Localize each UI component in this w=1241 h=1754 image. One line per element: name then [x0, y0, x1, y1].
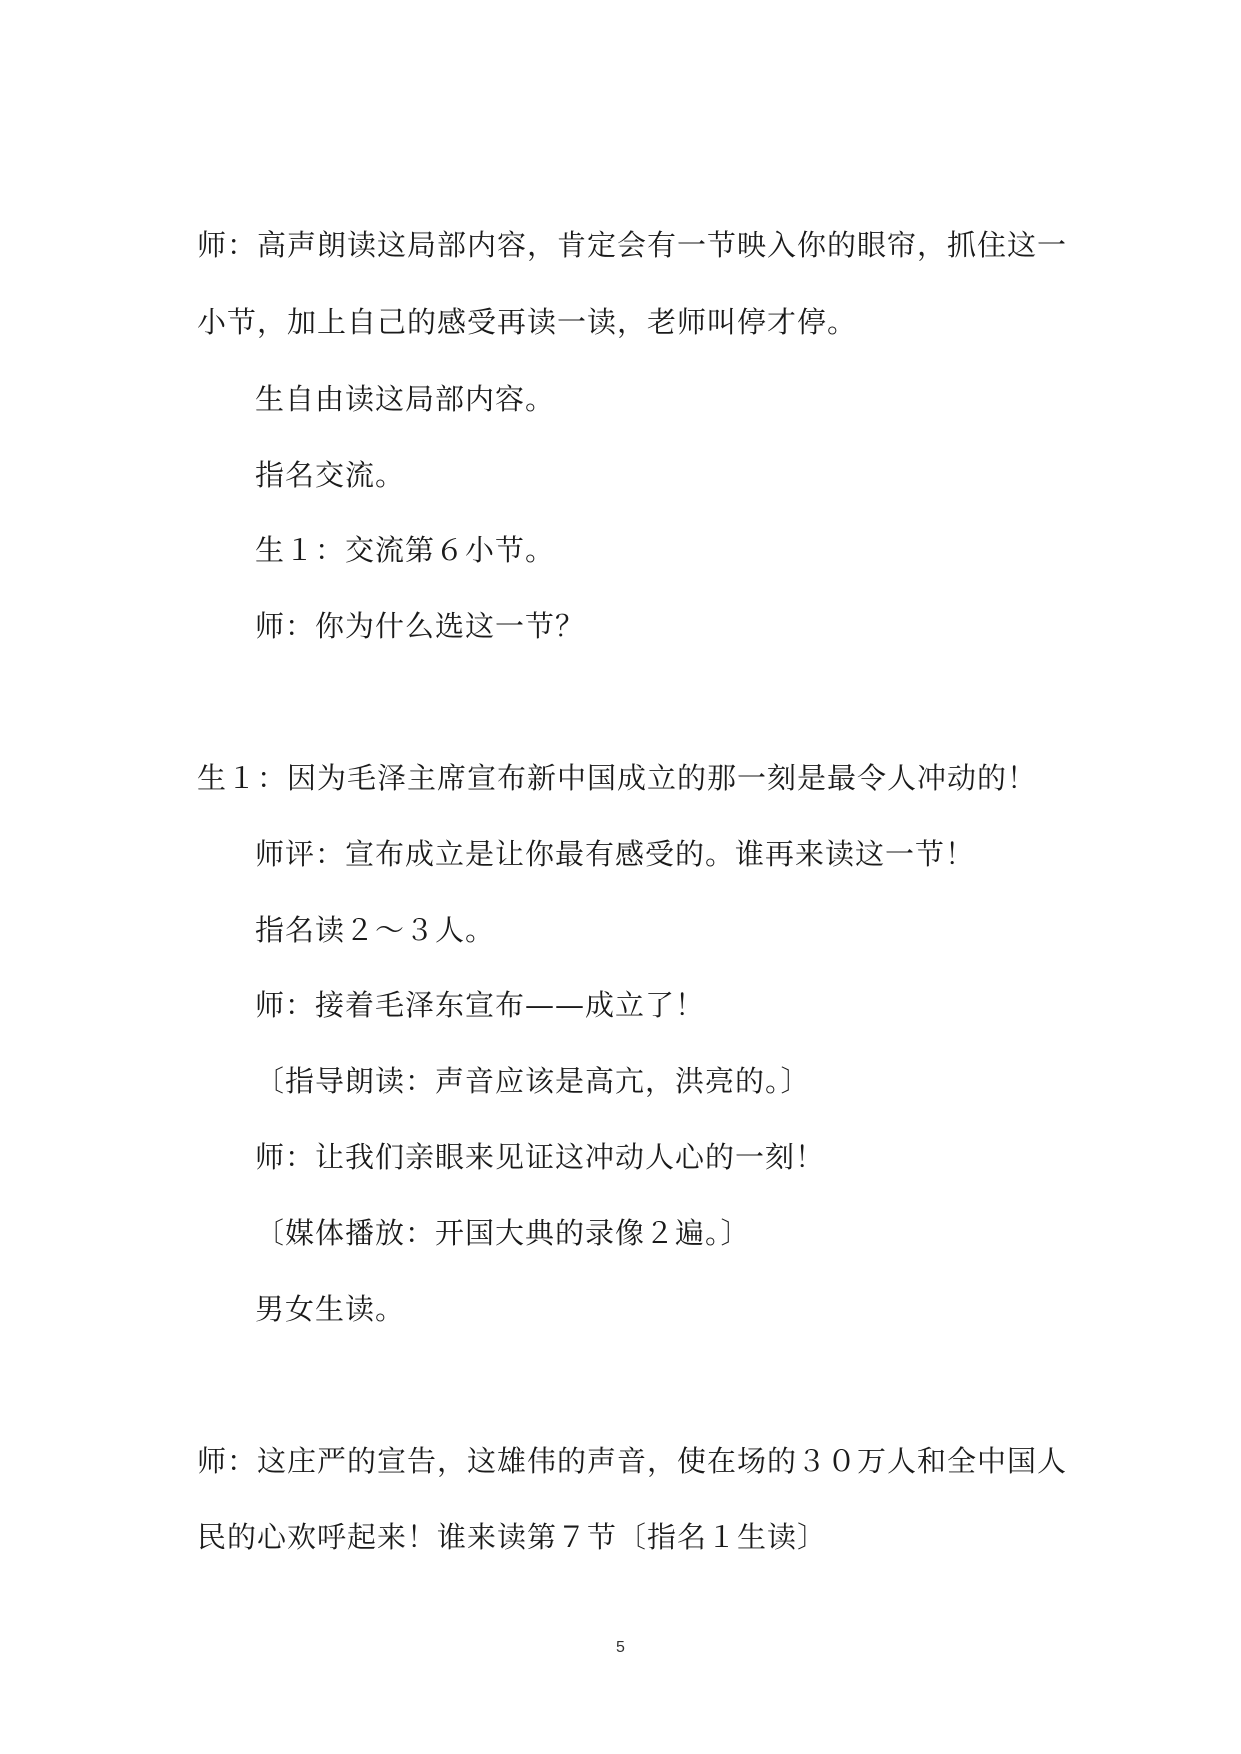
paragraph-line: 指名读２～３人。 [255, 913, 496, 947]
paragraph-line: 师：让我们亲眼来见证这冲动人心的一刻！ [255, 1140, 826, 1174]
paragraph-line: 民的心欢呼起来！谁来读第７节〔指名１生读〕 [197, 1520, 828, 1554]
paragraph-line: 生１：交流第６小节。 [255, 533, 556, 567]
paragraph-line: 师：你为什么选这一节？ [255, 609, 586, 643]
paragraph-line: 师：这庄严的宣告，这雄伟的声音，使在场的３０万人和全中国人 [197, 1444, 1068, 1478]
paragraph-line: 男女生读。 [255, 1292, 406, 1326]
paragraph-line: 生自由读这局部内容。 [255, 382, 556, 416]
paragraph-line: 指名交流。 [255, 458, 406, 492]
paragraph-line: 小节，加上自己的感受再读一读，老师叫停才停。 [197, 305, 858, 339]
paragraph-line: 〔媒体播放：开国大典的录像２遍。〕 [255, 1216, 751, 1250]
paragraph-line: 师：接着毛泽东宣布——成立了！ [255, 988, 706, 1022]
paragraph-line: 〔指导朗读：声音应该是高亢，洪亮的。〕 [255, 1064, 811, 1098]
paragraph-line: 师：高声朗读这局部内容，肯定会有一节映入你的眼帘，抓住这一 [197, 228, 1068, 262]
page-number: 5 [616, 1639, 625, 1656]
paragraph-line: 生１：因为毛泽主席宣布新中国成立的那一刻是最令人冲动的！ [197, 761, 1038, 795]
paragraph-line: 师评：宣布成立是让你最有感受的。谁再来读这一节！ [255, 837, 976, 871]
